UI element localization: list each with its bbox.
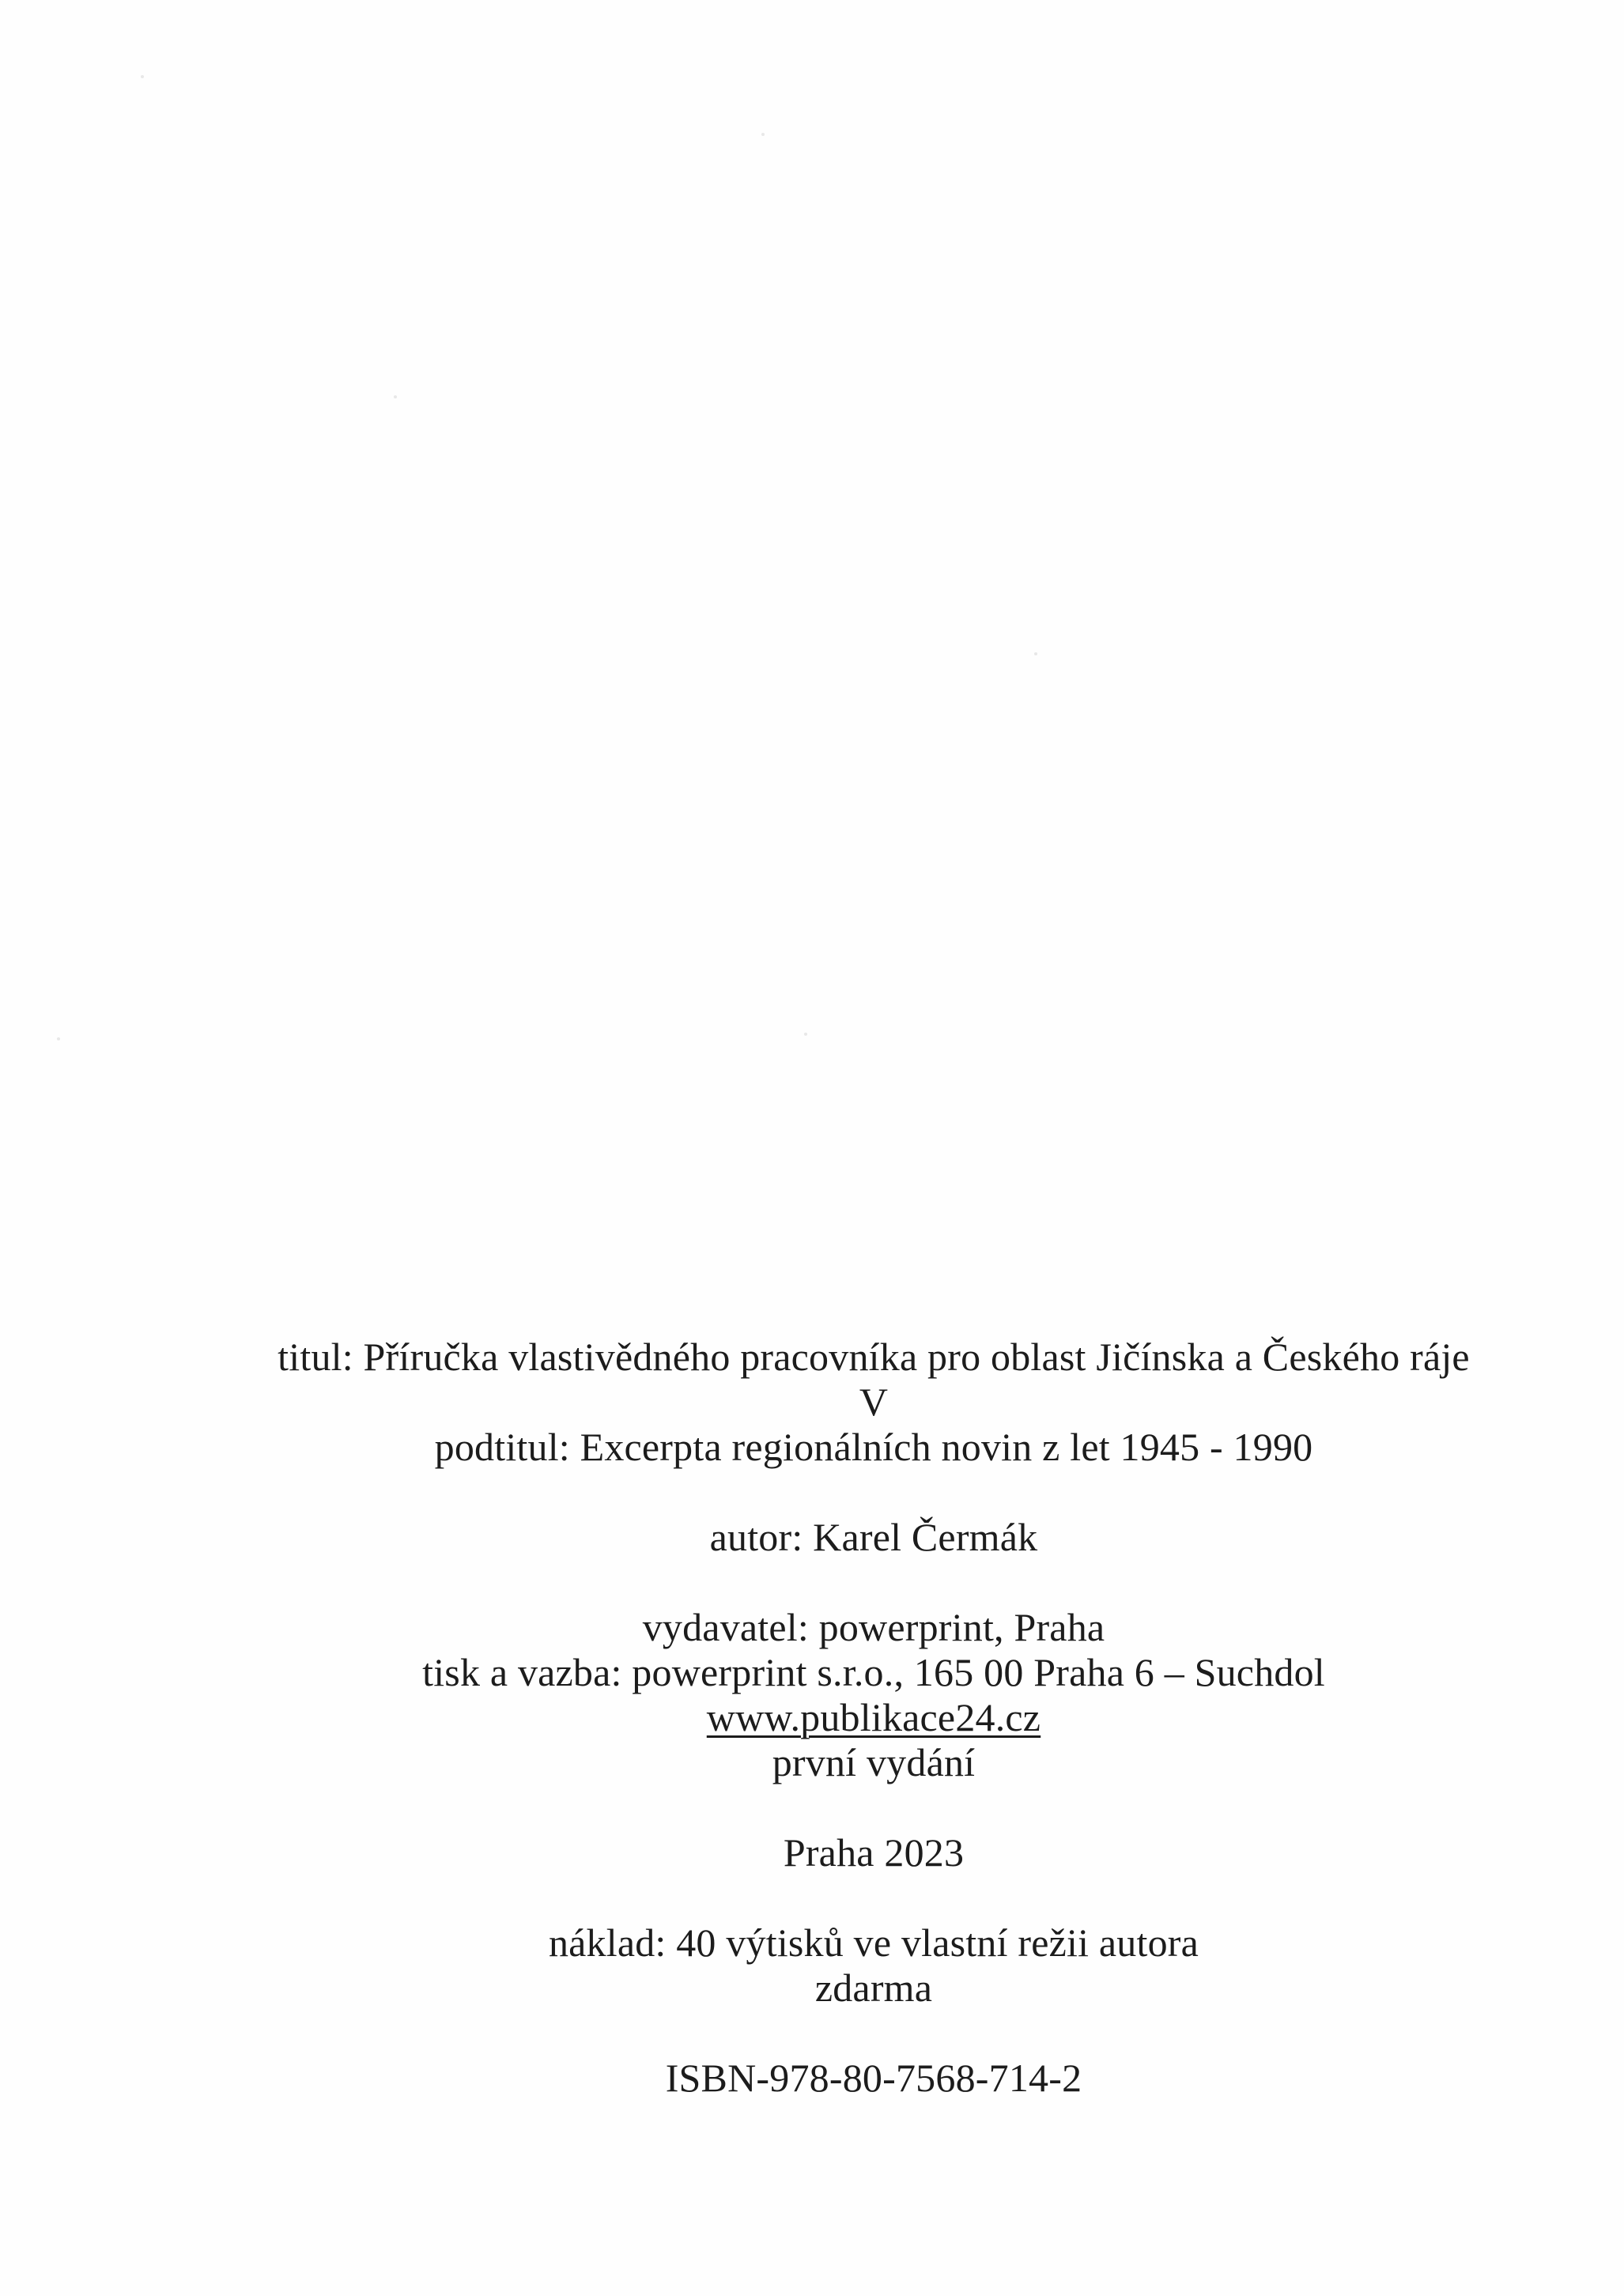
subtitle-line: podtitul: Excerpta regionálních novin z let 1945 - 1990	[434, 1425, 1313, 1469]
place-year-group	[62, 1830, 1624, 1875]
print-run-line: náklad: 40 výtisků ve vlastní režii autora	[548, 1920, 1199, 1965]
scan-speck	[804, 1033, 807, 1036]
edition-line: první vydání	[772, 1740, 976, 1784]
author-line: autor: Karel Čermák	[709, 1515, 1038, 1559]
author-group	[62, 1515, 1624, 1560]
publisher-group	[62, 1605, 1624, 1785]
colophon-text-block	[62, 1335, 1624, 2101]
print-line: tisk a vazba: powerprint s.r.o., 165 00 Praha 6 – Suchdol	[422, 1650, 1325, 1694]
scan-speck	[1034, 652, 1037, 655]
website-link-line	[62, 1695, 1624, 1740]
website-link[interactable]: www.publikace24.cz	[706, 1695, 1041, 1739]
price-line: zdarma	[814, 1966, 933, 2010]
publisher-line: vydavatel: powerprint, Praha	[642, 1605, 1105, 1649]
title-group	[62, 1335, 1624, 1470]
print-run-group	[62, 1920, 1624, 2011]
title-line: titul: Příručka vlastivědného pracovníka pro oblast Jičínska a Českého ráje	[278, 1335, 1470, 1379]
scan-speck	[57, 1037, 60, 1040]
place-year-line: Praha 2023	[783, 1830, 965, 1875]
isbn-group	[62, 2056, 1624, 2101]
scan-speck	[761, 133, 765, 136]
isbn-line: ISBN-978-80-7568-714-2	[665, 2056, 1082, 2100]
scan-speck	[394, 395, 397, 398]
volume-line: V	[859, 1380, 889, 1424]
scan-speck	[141, 75, 144, 78]
